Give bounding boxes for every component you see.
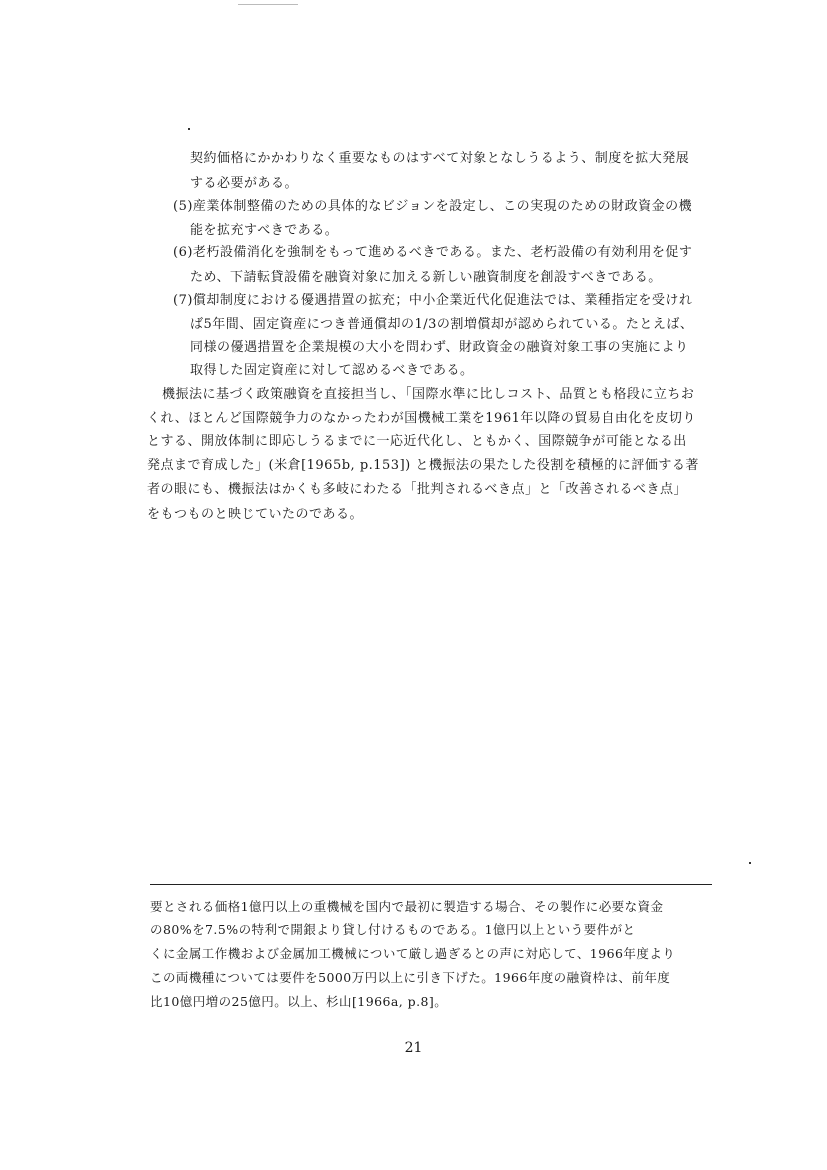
body-line: 発点まで育成した」(米倉[1965b, p.153]) と機振法の果たした役割を積極的に評価する著 — [147, 458, 699, 473]
scan-mark — [238, 4, 298, 5]
body-line: する必要がある。 — [190, 176, 299, 191]
body-line: (7)償却制度における優遇措置の拡充；中小企業近代化促進法では、業種指定を受けれ — [173, 293, 693, 308]
body-line: 契約価格にかかわりなく重要なものはすべて対象となしうるよう、制度を拡大発展 — [190, 151, 690, 166]
body-line: 能を拡充すべきである。 — [190, 223, 339, 238]
footnote-line: この両機種については要件を5000万円以上に引き下げた。1966年度の融資枠は、前年度 — [150, 970, 671, 985]
scan-mark — [188, 128, 190, 130]
footnote-line: くに金属工作機および金属加工機械について厳し過ぎるとの声に対応して、1966年度より — [150, 946, 676, 961]
body-line: くれ、ほとんど国際競争力のなかったわが国機械工業を1961年以降の貿易自由化を皮切り — [147, 411, 696, 426]
body-line: ため、下請転貸設備を融資対象に加える新しい融資制度を創設すべきである。 — [190, 270, 662, 285]
body-line: 機振法に基づく政策融資を直接担当し、「国際水準に比しコスト、品質とも格段に立ちお — [162, 387, 695, 402]
footnote-line: 要とされる価格1億円以上の重機械を国内で最初に製造する場合、その製作に必要な資金 — [150, 899, 664, 914]
body-line: 者の眼にも、機振法はかくも多岐にわたる「批判されるべき点」と「改善されるべき点」 — [147, 482, 688, 497]
body-line: をもつものと映じていたのである。 — [147, 507, 364, 522]
body-line: (5)産業体制整備のための具体的なビジョンを設定し、この実現のための財政資金の機 — [173, 199, 693, 214]
page-number: 21 — [404, 1040, 423, 1056]
scan-mark — [749, 862, 751, 864]
body-line: (6)老朽設備消化を強制をもって進めるべきである。また、老朽設備の有効利用を促す — [173, 245, 693, 260]
body-line: 同様の優遇措置を企業規模の大小を問わず、財政資金の融資対象工事の実施により — [190, 340, 689, 355]
body-line: とする、開放体制に即応しうるまでに一応近代化し、ともかく、国際競争が可能となる出 — [147, 434, 687, 449]
footnote-rule — [150, 884, 712, 885]
body-line: 取得した固定資産に対して認めるべきである。 — [190, 363, 474, 378]
footnote-line: の80%を7.5%の特利で開銀より貸し付けるものである。1億円以上という要件がと — [150, 922, 636, 937]
footnote-line: 比10億円増の25億円。以上、杉山[1966a, p.8]。 — [150, 994, 448, 1009]
body-line: ば5年間、固定資産につき普通償却の1/3の割増償却が認められている。たとえば、 — [190, 317, 694, 332]
